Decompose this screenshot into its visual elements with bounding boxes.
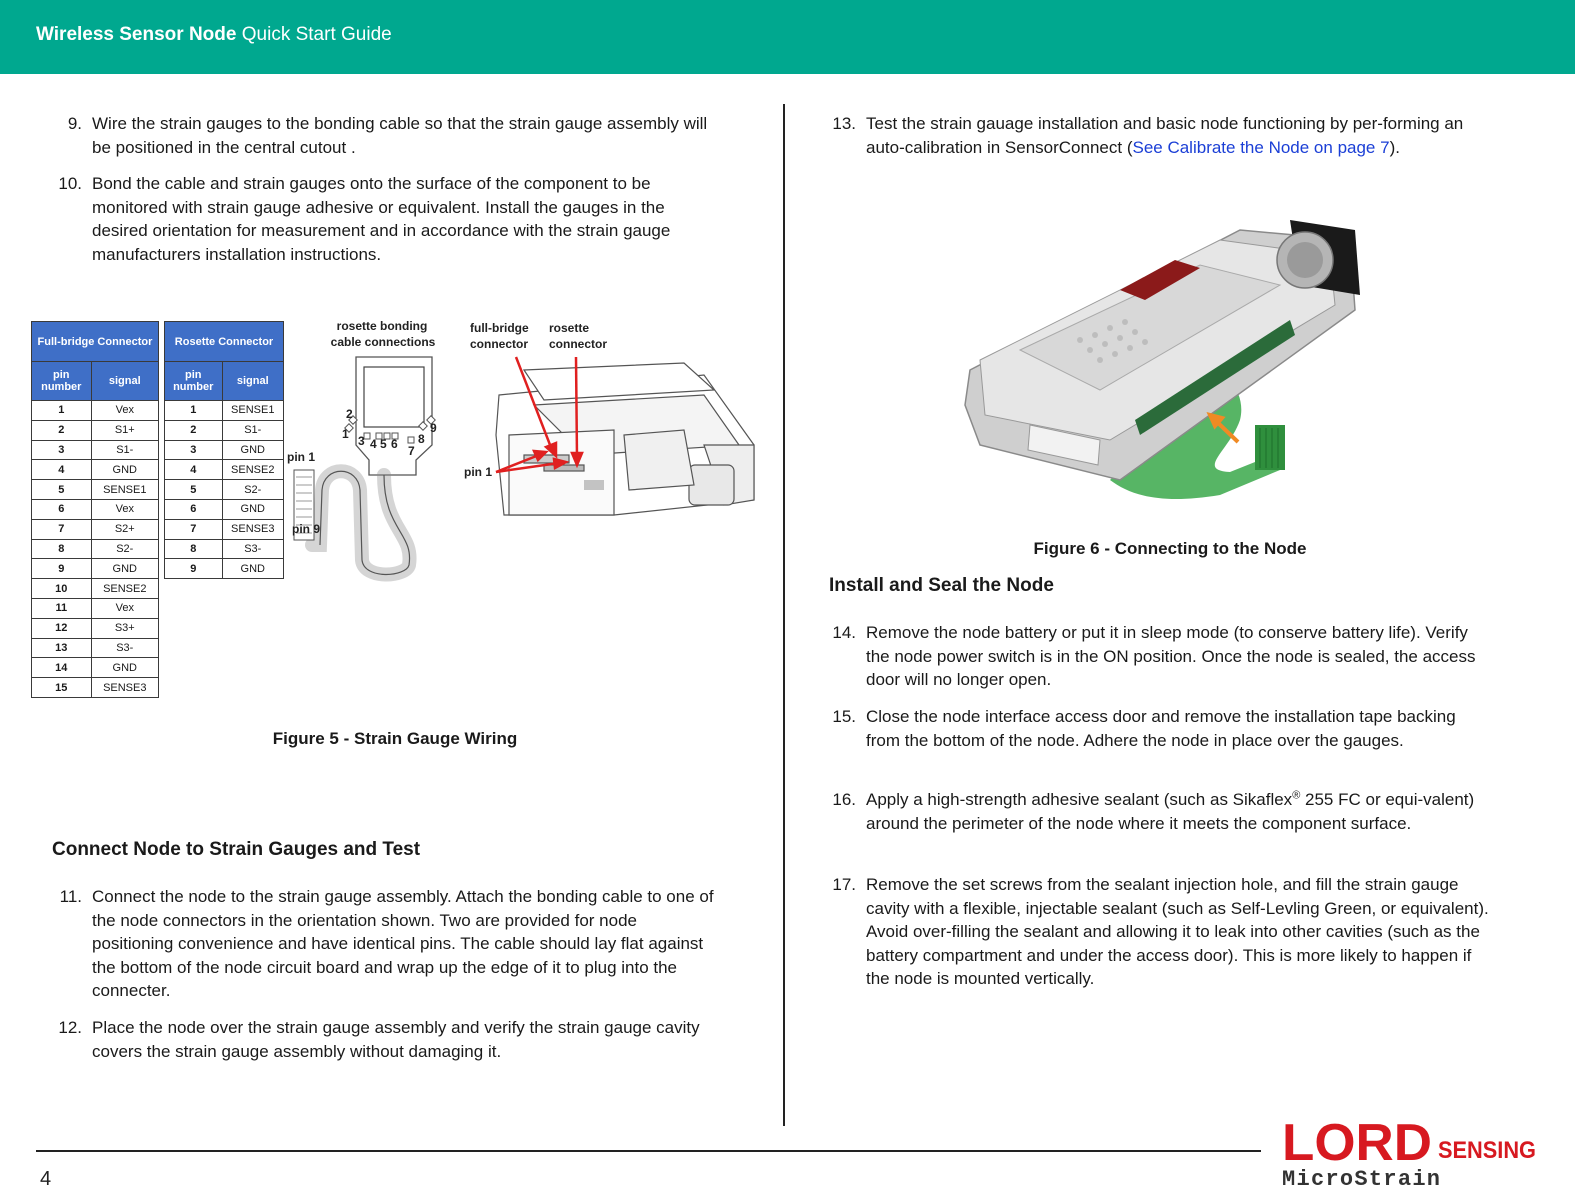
pin-number-cell: 1 <box>32 401 92 421</box>
signal-cell: SENSE3 <box>91 678 158 698</box>
column-divider <box>783 104 785 1126</box>
pad-number: 4 <box>370 437 377 451</box>
table-row <box>32 678 159 698</box>
signal-cell: Vex <box>91 401 158 421</box>
table-row <box>32 420 159 440</box>
calibrate-node-link[interactable]: See Calibrate the Node on page 7 <box>1132 137 1390 157</box>
table-row <box>32 579 159 599</box>
strain-gauge-wiring-diagram <box>284 315 764 585</box>
pin-number-cell: 8 <box>32 539 92 559</box>
pad-number: 5 <box>380 437 387 451</box>
signal-cell: SENSE2 <box>222 460 284 480</box>
page-number: 4 <box>40 1168 52 1190</box>
pin-number-cell: 13 <box>32 638 92 658</box>
section-heading-connect: Connect Node to Strain Gauges and Test <box>52 839 421 860</box>
signal-cell: S2- <box>91 539 158 559</box>
table-row <box>32 559 159 579</box>
table-row <box>32 440 159 460</box>
signal-cell: GND <box>91 460 158 480</box>
pin-number-cell: 2 <box>165 420 223 440</box>
table-row <box>165 559 284 579</box>
label-rosette-connector: connector <box>549 337 608 351</box>
signal-cell: S3- <box>222 539 284 559</box>
logo-lord: LORD <box>1282 1115 1432 1172</box>
signal-cell: Vex <box>91 499 158 519</box>
pin-number-header: pin number <box>32 362 92 401</box>
pin-number-cell: 4 <box>165 460 223 480</box>
logo-microstrain: MicroStrain <box>1282 1167 1440 1190</box>
pin-number-cell: 8 <box>165 539 223 559</box>
label-full-bridge-connector: connector <box>470 337 529 351</box>
rosette-pin-table <box>164 321 284 579</box>
pin-number-cell: 3 <box>165 440 223 460</box>
label-full-bridge: full-bridge <box>470 321 529 335</box>
table-row <box>165 401 284 421</box>
pin-number-cell: 7 <box>32 519 92 539</box>
table-row <box>165 460 284 480</box>
pin-number-cell: 9 <box>165 559 223 579</box>
label-rosette-bonding: rosette bonding <box>336 319 428 333</box>
pin-number-cell: 5 <box>32 480 92 500</box>
signal-cell: GND <box>222 559 284 579</box>
table-row <box>32 638 159 658</box>
table-row <box>165 539 284 559</box>
pad-number: 2 <box>346 407 353 421</box>
signal-cell: SENSE1 <box>222 401 284 421</box>
pad-number: 7 <box>408 444 415 458</box>
pin-number-cell: 10 <box>32 579 92 599</box>
pin-number-cell: 15 <box>32 678 92 698</box>
signal-cell: S1- <box>91 440 158 460</box>
label-pin-9: pin 9 <box>292 522 321 536</box>
table-row <box>32 618 159 638</box>
label-cable-connections: cable connections <box>330 335 436 349</box>
pin-number-cell: 5 <box>165 480 223 500</box>
signal-cell: S1+ <box>91 420 158 440</box>
signal-cell: SENSE1 <box>91 480 158 500</box>
logo-sensing: SENSING <box>1438 1137 1536 1164</box>
signal-cell: GND <box>91 559 158 579</box>
pin-number-cell: 7 <box>165 519 223 539</box>
pin-number-cell: 12 <box>32 618 92 638</box>
pin-number-cell: 11 <box>32 598 92 618</box>
signal-cell: SENSE3 <box>222 519 284 539</box>
pin-number-cell: 14 <box>32 658 92 678</box>
table-row <box>32 598 159 618</box>
lord-sensing-microstrain-logo <box>1282 1115 1542 1190</box>
signal-cell: S2+ <box>91 519 158 539</box>
pad-number: 6 <box>391 437 398 451</box>
pad-number: 9 <box>430 421 437 435</box>
signal-cell: SENSE2 <box>91 579 158 599</box>
table-row <box>32 401 159 421</box>
page-header <box>0 0 1575 74</box>
signal-header: signal <box>91 362 158 401</box>
signal-cell: GND <box>91 658 158 678</box>
pin-number-cell: 6 <box>32 499 92 519</box>
label-rosette: rosette <box>549 321 590 335</box>
table-row <box>32 460 159 480</box>
pin-number-header: pin number <box>165 362 223 401</box>
section-heading-install: Install and Seal the Node <box>829 575 1054 596</box>
full-bridge-pin-table <box>31 321 159 698</box>
pin-number-cell: 4 <box>32 460 92 480</box>
table-row <box>32 658 159 678</box>
pin-number-cell: 9 <box>32 559 92 579</box>
header-title: Wireless Sensor Node Quick Start Guide <box>36 24 392 45</box>
table-row <box>165 519 284 539</box>
signal-cell: S1- <box>222 420 284 440</box>
node-connection-illustration <box>960 210 1370 510</box>
table-row <box>165 420 284 440</box>
table-row <box>165 499 284 519</box>
pad-number: 8 <box>418 432 425 446</box>
pad-number: 1 <box>342 427 349 441</box>
label-node-pin-1: pin 1 <box>464 465 493 479</box>
pin-number-cell: 6 <box>165 499 223 519</box>
signal-cell: GND <box>222 499 284 519</box>
table-row <box>165 480 284 500</box>
pin-number-cell: 3 <box>32 440 92 460</box>
pin-number-cell: 1 <box>165 401 223 421</box>
figure-6-caption: Figure 6 - Connecting to the Node <box>1033 539 1307 558</box>
signal-cell: Vex <box>91 598 158 618</box>
table-row <box>32 519 159 539</box>
signal-cell: S3- <box>91 638 158 658</box>
pin-number-cell: 2 <box>32 420 92 440</box>
table-row <box>32 480 159 500</box>
footer-rule <box>36 1150 1261 1152</box>
signal-cell: S3+ <box>91 618 158 638</box>
full-bridge-table-title: Full-bridge Connector <box>32 322 159 362</box>
signal-cell: GND <box>222 440 284 460</box>
pad-number: 3 <box>358 434 365 448</box>
table-row <box>32 539 159 559</box>
table-row <box>32 499 159 519</box>
label-pin-1: pin 1 <box>287 450 316 464</box>
signal-header: signal <box>222 362 284 401</box>
rosette-table-title: Rosette Connector <box>165 322 284 362</box>
figure-5-caption: Figure 5 - Strain Gauge Wiring <box>272 729 518 748</box>
table-row <box>165 440 284 460</box>
signal-cell: S2- <box>222 480 284 500</box>
